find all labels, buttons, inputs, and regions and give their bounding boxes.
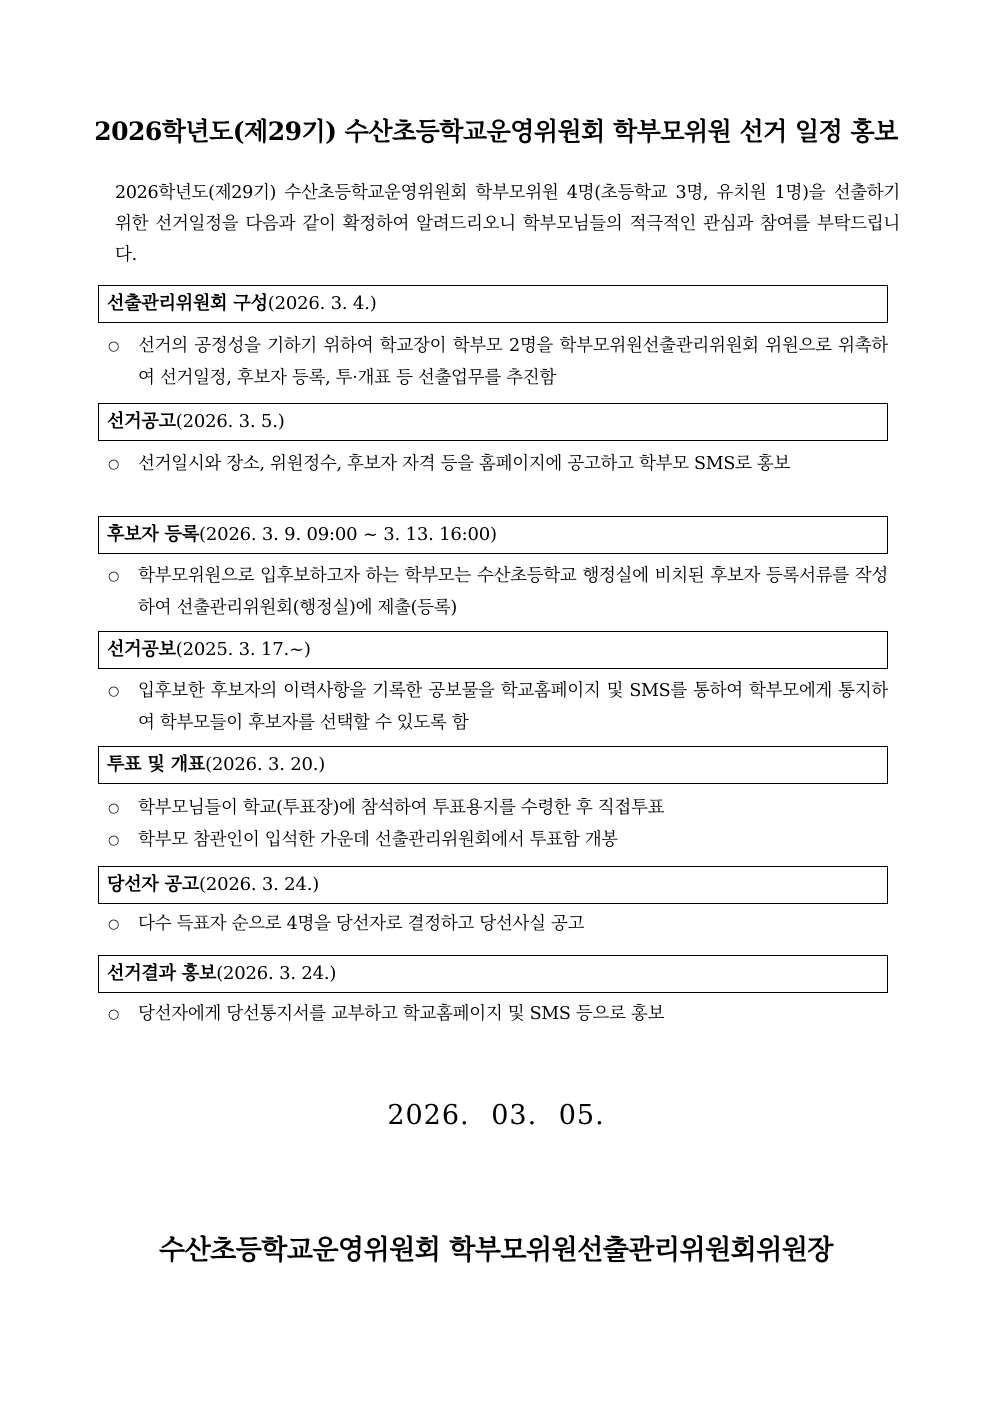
bullet-icon: ○	[108, 457, 120, 472]
section-heading: 선거공고	[107, 411, 176, 432]
section-header-result	[98, 955, 888, 993]
section-date: (2026. 3. 9. 09:00 ~ 3. 13. 16:00)	[199, 524, 497, 545]
section-heading: 선거공보	[107, 639, 176, 660]
section-items-publicity	[108, 676, 888, 739]
section-items-registration	[108, 561, 888, 624]
section-heading: 투표 및 개표	[107, 754, 206, 775]
section-heading: 선출관리위원회 구성	[107, 293, 268, 314]
section-items-winner	[108, 909, 888, 941]
section-header-publicity	[98, 631, 888, 669]
list-item: ○ 선거의 공정성을 기하기 위하여 학교장이 학부모 2명을 학부모위원선출관리위원회 위원으로 위촉하여 선거일정, 후보자 등록, 투·개표 등 선출업무를 추진함	[108, 331, 888, 394]
list-item: ○ 학부모 참관인이 입석한 가운데 선출관리위원회에서 투표함 개봉	[108, 825, 888, 857]
bullet-icon: ○	[108, 339, 120, 354]
list-item: ○ 입후보한 후보자의 이력사항을 기록한 공보물을 학교홈페이지 및 SMS를 통하여 학부모에게 통지하여 학부모들이 후보자를 선택할 수 있도록 함	[108, 676, 888, 739]
section-items-voting	[108, 793, 888, 856]
list-item: ○ 당선자에게 당선통지서를 교부하고 학교홈페이지 및 SMS 등으로 홍보	[108, 999, 888, 1031]
signer-name: 수산초등학교운영위원회 학부모위원선출관리위원회위원장	[158, 1235, 834, 1266]
bullet-icon: ○	[108, 569, 120, 584]
section-heading: 선거결과 홍보	[107, 963, 217, 984]
section-header-committee	[98, 285, 888, 323]
section-date: (2026. 3. 24.)	[199, 874, 320, 895]
list-item: ○ 학부모님들이 학교(투표장)에 참석하여 투표용지를 수령한 후 직접투표	[108, 793, 888, 825]
section-items-committee	[108, 331, 888, 394]
section-header-winner	[98, 866, 888, 904]
section-heading: 당선자 공고	[107, 874, 200, 895]
bullet-icon: ○	[108, 684, 120, 699]
list-item: ○ 학부모위원으로 입후보하고자 하는 학부모는 수산초등학교 행정실에 비치된 후보자 등록서류를 작성하여 선출관리위원회(행정실)에 제출(등록)	[108, 561, 888, 624]
bullet-icon: ○	[108, 801, 120, 816]
page-title: 2026학년도(제29기) 수산초등학교운영위원회 학부모위원 선거 일정 홍보	[94, 117, 898, 146]
section-items-result	[108, 999, 888, 1031]
section-date: (2026. 3. 24.)	[216, 963, 337, 984]
section-date: (2025. 3. 17.~)	[175, 639, 311, 660]
list-item: ○ 선거일시와 장소, 위원정수, 후보자 자격 등을 홈페이지에 공고하고 학부모 SMS로 홍보	[108, 449, 888, 481]
section-header-voting	[98, 746, 888, 784]
section-date: (2026. 3. 4.)	[267, 293, 377, 314]
bullet-icon: ○	[108, 832, 120, 848]
issue-date: 2026. 03. 05.	[387, 1100, 605, 1131]
section-heading: 후보자 등록	[107, 524, 200, 545]
section-date: (2026. 3. 5.)	[175, 411, 285, 432]
intro-paragraph: 2026학년도(제29기) 수산초등학교운영위원회 학부모위원 4명(초등학교 3명, 유치원 1명)을 선출하기 위한 선거일정을 다음과 같이 확정하여 알려드리오니 학부모님들의 적극적인 관심과 참여를 부탁드립니다.	[115, 183, 900, 265]
section-header-registration	[98, 516, 888, 554]
bullet-icon: ○	[108, 917, 120, 932]
list-item: ○ 다수 득표자 순으로 4명을 당선자로 결정하고 당선사실 공고	[108, 909, 888, 941]
section-items-notice	[108, 449, 888, 481]
bullet-icon: ○	[108, 1007, 120, 1022]
section-header-notice	[98, 403, 888, 441]
section-date: (2026. 3. 20.)	[205, 754, 326, 775]
